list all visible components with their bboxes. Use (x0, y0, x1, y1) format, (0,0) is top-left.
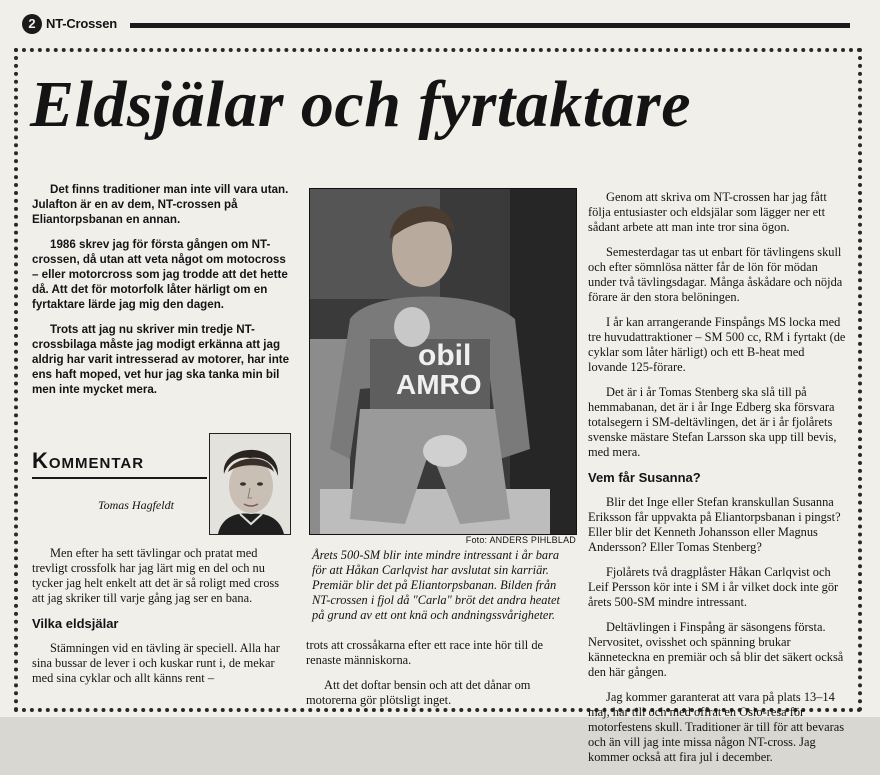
lead-paragraph: Trots att jag nu skriver min tredje NT-crossbilaga måste jag modigt erkänna att jag aldrig har varit intresserad av motorer, har inte ens haft moped, vet hur jag ska tanka min bil men inte mycket mera. (32, 323, 290, 396)
body-paragraph: Men efter ha sett tävlingar och pratat med trevligt crossfolk har jag lärt mig en del och nu tycker jag helt enkelt att det är så roligt med cross att jag skriker till varje gång jag ser en bana. (32, 546, 280, 605)
subhead-vilka-eldsjalar: Vilka eldsjälar (32, 616, 119, 631)
rider-photo (309, 188, 577, 535)
body-paragraph: Det är i år Tomas Stenberg ska slå till på hemmabanan, det är i år Inge Edberg ska försvara totalsegern i SM-deltävlingen, det är i år fjolårets svenske mästare Stefan Larsson ska upp till bevis, med mera. (588, 385, 837, 459)
jersey-sponsor-text: obil (418, 339, 472, 372)
photo-caption: Årets 500-SM blir inte mindre intressant i år bara för att Håkan Carlqvist har avslutat sin karriär. Premiär blir det på Eliantorpsbanan. Bilden från NT-crossen i fjol då "Carla" bröt det andra heatet på grund av ett ont knä och andningssvårigheter. (312, 548, 560, 622)
portrait-image (210, 434, 290, 534)
jersey-sponsor-text-2: AMRO (396, 369, 482, 400)
lead-paragraph: 1986 skrev jag för första gången om NT-crossen, då utan att veta något om motocross – eller motorcross som jag trodde att det hette då. Att det för motorfolk låter härligt om en fyrtaktare lärde jag mig den dagen. (32, 238, 288, 311)
body-paragraph: Semesterdagar tas ut enbart för tävlingens skull och efter sömnlösa nätter får de lön för mödan under två tävlingsdagar. Många åskådare och nöjda förare är den stora belöningen. (588, 245, 843, 304)
middle-column (306, 638, 568, 718)
right-column (588, 190, 846, 775)
author-byline: Tomas Hagfeldt (98, 498, 174, 512)
body-paragraph: Jag kommer garanterat att vara på plats 13–14 maj, har till och med offrat en Oslo-resa för motorfestens skull. Traditioner är till för att bevaras och än vill jag inte missa någon NT-cross. Jag kommer också att fira jul i december. (588, 690, 845, 764)
subhead-vem-far-susanna: Vem får Susanna? (588, 470, 701, 485)
body-paragraph: Genom att skriva om NT-crossen har jag fått följa entusiaster och eldsjälar som lägger ner ett sådant arbete att man inte tror sina ögon. (588, 190, 827, 234)
body-paragraph: I år kan arrangerande Finspångs MS locka med tre huvudattraktioner – SM 500 cc, RM i fyrtakt (de cyklar som låter härligt) och ett B-heat med lovande 125-förare. (588, 315, 846, 374)
body-paragraph: Stämningen vid en tävling är speciell. Alla har sina bussar de lever i och kuskar runt i, de mekar med sina cyklar och allt känns rent – (32, 641, 280, 685)
left-column (32, 182, 292, 407)
lead-text (32, 182, 292, 397)
header-rule (130, 23, 850, 28)
author-portrait (209, 433, 291, 535)
left-column-body (32, 546, 292, 696)
body-paragraph: Deltävlingen i Finspång är säsongens första. Nervositet, ovisshet och spänning brukar känneteckna en premiär och så blir det säkert också den här gången. (588, 620, 844, 679)
body-paragraph: Att det doftar bensin och att det dånar om motorerna gör plötsligt inget. (306, 678, 531, 707)
lead-paragraph: Det finns traditioner man inte vill vara utan. Julafton är en av dem, NT-crossen på Eliantorpsbanan en annan. (32, 183, 289, 226)
page-number-badge: 2 (22, 14, 42, 34)
body-paragraph: Blir det Inge eller Stefan kranskullan Susanna Eriksson får uppvakta på Eliantorpsbanan i pingst? Eller blir det Kenneth Johansson eller Magnus Andersson? Eller Tomas Stenberg? (588, 495, 841, 554)
body-paragraph: Fjolårets två dragplåster Håkan Carlqvist och Leif Persson kör inte i SM i år vilket dock inte gör årets 500-SM mindre intressant. (588, 565, 839, 609)
headline: Eldsjälar och fyrtaktare (30, 68, 692, 141)
body-paragraph: trots att crossåkarna efter ett race inte hör till de renaste människorna. (306, 638, 544, 667)
kommentar-label: Kommentar (32, 448, 207, 479)
section-name: NT-Crossen (46, 16, 117, 31)
photo-credit: Foto: ANDERS PIHLBLAD (465, 535, 576, 545)
